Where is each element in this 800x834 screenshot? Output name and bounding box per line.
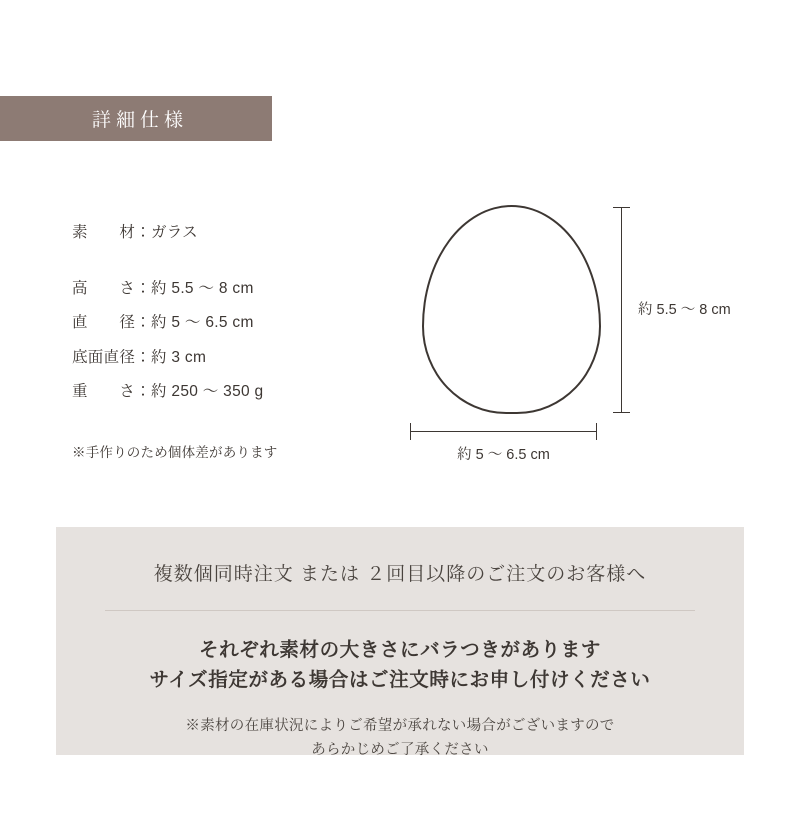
notice-panel [56, 527, 744, 758]
section-heading-banner [0, 96, 272, 141]
height-tick-bottom [613, 412, 630, 413]
height-measure-line [621, 207, 622, 412]
notice-main-line-1: それぞれ素材の大きさにバラつきがあります [198, 639, 601, 661]
spec-height: 高 さ：約 5.5 〜 8 cm [72, 279, 254, 297]
notice-sub-line-1: ※素材の在庫状況によりご希望が承れない場合がございますので [185, 718, 615, 735]
notice-divider [105, 610, 695, 611]
width-tick-right [596, 423, 597, 440]
specification-list [72, 225, 402, 461]
notice-main-text [56, 635, 744, 695]
dimension-diagram [390, 195, 760, 480]
spec-material: 素 材：ガラス [72, 224, 198, 241]
spec-weight: 重 さ：約 250 〜 350 g [72, 383, 264, 400]
section-heading-text: 詳細仕様 [92, 110, 189, 131]
notice-title: 複数個同時注文 または ２回目以降のご注文のお客様へ [153, 564, 647, 585]
width-measure-label: 約 5 〜 6.5 cm [457, 447, 550, 463]
spec-base-diameter: 底面直径：約 3 cm [72, 348, 207, 366]
notice-main-line-2: サイズ指定がある場合はご注文時にお申し付けください [149, 669, 651, 692]
notice-sub-line-2: あらかじめご了承ください [311, 741, 489, 758]
notice-sub-text [56, 715, 744, 761]
spec-diameter: 直 径：約 5 〜 6.5 cm [72, 314, 254, 331]
width-measure-line [410, 431, 597, 432]
height-measure-label: 約 5.5 〜 8 cm [638, 302, 731, 318]
egg-outline-icon [422, 205, 601, 414]
spec-handmade-note: ※手作りのため個体差があります [72, 444, 278, 460]
